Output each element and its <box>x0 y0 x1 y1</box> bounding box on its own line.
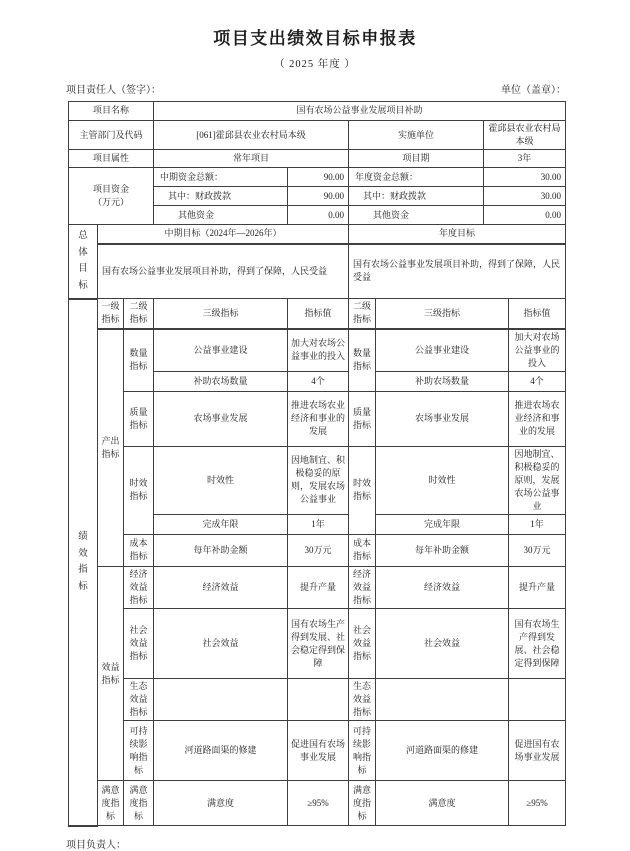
indicator-row <box>69 446 566 514</box>
l2-satisfaction-right: 满意度指标 <box>349 781 376 826</box>
value-cell: 4个 <box>288 371 349 391</box>
l3-cell: 公益事业建设 <box>154 329 288 372</box>
value-cell: ≥95% <box>288 781 349 826</box>
header-l2: 二级指标 <box>124 299 154 329</box>
impl-unit-label: 实施单位 <box>349 121 484 150</box>
l2-sustainability-right: 可持续影响指标 <box>349 721 376 781</box>
l3-cell: 农场事业发展 <box>154 391 288 446</box>
l3-cell-right <box>376 679 509 721</box>
department-label: 主管部门及代码 <box>69 121 154 150</box>
l3-cell: 时效性 <box>154 446 288 514</box>
attribute-value: 常年项目 <box>154 150 349 168</box>
impl-unit-value: 霍邱县农业农村局本级 <box>484 121 566 150</box>
project-name-label: 项目名称 <box>69 102 154 121</box>
declaration-table <box>68 101 566 827</box>
l3-cell <box>154 679 288 721</box>
l2-satisfaction: 满意度指标 <box>124 781 154 826</box>
indicator-row <box>69 566 566 608</box>
value-cell-right: 促进国有农场事业发展 <box>509 721 566 781</box>
indicator-row <box>69 329 566 372</box>
year-goal-content: 国有农场公益事业发展项目补助，得到了保障，人民受益 <box>349 244 566 299</box>
value-cell-right: ≥95% <box>509 781 566 826</box>
value-cell-right: 4个 <box>509 371 566 391</box>
value-cell: 促进国有农场事业发展 <box>288 721 349 781</box>
value-cell: 因地制宜、积极稳妥的原则，发展农场公益事业 <box>288 446 349 514</box>
value-cell-right: 30万元 <box>509 534 566 566</box>
overall-goal-header-row <box>69 225 566 244</box>
header-value: 指标值 <box>288 299 349 329</box>
l3-cell: 完成年限 <box>154 514 288 534</box>
l2-social-right: 社会效益指标 <box>349 609 376 679</box>
l3-cell: 每年补助金额 <box>154 534 288 566</box>
period-label: 项目期 <box>349 150 484 168</box>
l2-social: 社会效益指标 <box>124 609 154 679</box>
year-other-label: 其他资金 <box>349 206 484 225</box>
l2-cost-right: 成本指标 <box>349 534 376 566</box>
signature-row <box>66 81 566 96</box>
l2-quality-right: 质量指标 <box>349 391 376 446</box>
l2-economic-right: 经济效益指标 <box>349 566 376 608</box>
year-fiscal-label: 其中：财政拨款 <box>349 187 484 206</box>
value-cell: 加大对农场公益事业的投入 <box>288 329 349 372</box>
attribute-row <box>69 150 566 168</box>
l2-timeliness: 时效指标 <box>124 446 154 534</box>
l3-cell-right: 社会效益 <box>376 609 509 679</box>
mid-fiscal-label: 其中：财政拨款 <box>154 187 288 206</box>
value-cell-right: 加大对农场公益事业的投入 <box>509 329 566 372</box>
l3-cell: 满意度 <box>154 781 288 826</box>
mid-other-label: 其他资金 <box>154 206 288 225</box>
l3-cell-right: 公益事业建设 <box>376 329 509 372</box>
indicator-row <box>69 609 566 679</box>
funds-label-line1: 项目资金 <box>92 184 129 195</box>
responsible-person-label: 项目责任人（签字）： <box>66 85 161 96</box>
page-title: 项目支出绩效目标申报表 <box>213 29 417 48</box>
level1-output: 产出指标 <box>98 329 124 567</box>
indicator-header-row <box>69 299 566 329</box>
year-total-value: 30.00 <box>484 168 566 187</box>
l3-cell-right: 经济效益 <box>376 566 509 608</box>
indicator-row <box>69 534 566 566</box>
year-fiscal-value: 30.00 <box>484 187 566 206</box>
project-manager-label: 项目负责人： <box>66 839 126 851</box>
performance-label-text: 绩效指标 <box>78 531 88 592</box>
l2-quantity-right: 数量指标 <box>349 329 376 392</box>
value-cell: 国有农场生产得到发展、社会稳定得到保障 <box>288 609 349 679</box>
l2-timeliness-right: 时效指标 <box>349 446 376 534</box>
value-cell: 提升产量 <box>288 566 349 608</box>
form-content <box>68 101 565 827</box>
l3-cell-right: 补助农场数量 <box>376 371 509 391</box>
l2-ecological-right: 生态效益指标 <box>349 679 376 721</box>
mid-goal-header: 中期目标（2024年—2026年） <box>98 225 349 244</box>
mid-total-value: 90.00 <box>288 168 349 187</box>
value-cell-right: 1年 <box>509 514 566 534</box>
level1-benefit: 效益指标 <box>98 566 124 780</box>
period-value: 3年 <box>484 150 566 168</box>
l3-cell: 社会效益 <box>154 609 288 679</box>
l2-sustainability: 可持续影响指标 <box>124 721 154 781</box>
indicator-row <box>69 679 566 721</box>
indicator-row <box>69 781 566 826</box>
year-total-label: 年度资金总额： <box>349 168 484 187</box>
department-value: [061]霍邱县农业农村局本级 <box>154 121 349 150</box>
indicator-row <box>69 391 566 446</box>
year-other-value: 0.00 <box>484 206 566 225</box>
l3-cell-right: 农场事业发展 <box>376 391 509 446</box>
l2-ecological: 生态效益指标 <box>124 679 154 721</box>
l3-cell-right: 满意度 <box>376 781 509 826</box>
value-cell: 推进农场农业经济和事业的发展 <box>288 391 349 446</box>
l3-cell-right: 河道路面渠的修建 <box>376 721 509 781</box>
l3-cell: 河道路面渠的修建 <box>154 721 288 781</box>
attribute-label: 项目属性 <box>69 150 154 168</box>
header-l2-right: 二级指标 <box>349 299 376 329</box>
year-subtitle: （ 2025 年度 ） <box>274 59 356 70</box>
funds-row-total <box>69 168 566 187</box>
mid-fiscal-value: 90.00 <box>288 187 349 206</box>
l3-cell: 补助农场数量 <box>154 371 288 391</box>
level1-satisfaction: 满意度指标 <box>98 781 124 826</box>
value-cell: 30万元 <box>288 534 349 566</box>
mid-total-label: 中期资金总额： <box>154 168 288 187</box>
l2-cost: 成本指标 <box>124 534 154 566</box>
value-cell-right: 提升产量 <box>509 566 566 608</box>
l3-cell-right: 时效性 <box>376 446 509 514</box>
header-value-right: 指标值 <box>509 299 566 329</box>
header-l3: 三级指标 <box>154 299 288 329</box>
value-cell-right: 国有农场生产得到发展、社会稳定得到保障 <box>509 609 566 679</box>
performance-label <box>69 299 98 826</box>
project-name-row <box>69 102 566 121</box>
year-goal-header: 年度目标 <box>349 225 566 244</box>
overall-goal-content-row <box>69 244 566 299</box>
unit-seal-label: 单位（盖章）： <box>501 85 566 96</box>
value-cell-right <box>509 679 566 721</box>
overall-goal-label-text: 总体目标 <box>78 231 88 291</box>
value-cell-right: 推进农场农业经济和事业的发展 <box>509 391 566 446</box>
indicator-row <box>69 721 566 781</box>
value-cell <box>288 679 349 721</box>
mid-goal-content: 国有农场公益事业发展项目补助，得到了保障，人民受益 <box>98 244 349 299</box>
mid-other-value: 0.00 <box>288 206 349 225</box>
l2-economic: 经济效益指标 <box>124 566 154 608</box>
l3-cell-right: 每年补助金额 <box>376 534 509 566</box>
value-cell-right: 因地制宜、积极稳妥的原则，发展农场公益事业 <box>509 446 566 514</box>
l3-cell: 经济效益 <box>154 566 288 608</box>
project-name-value: 国有农场公益事业发展项目补助 <box>154 102 566 121</box>
funds-label <box>69 168 154 225</box>
overall-goal-label <box>69 225 98 299</box>
header-l1: 一级指标 <box>98 299 124 329</box>
department-row <box>69 121 566 150</box>
value-cell: 1年 <box>288 514 349 534</box>
l3-cell-right: 完成年限 <box>376 514 509 534</box>
header-l3-right: 三级指标 <box>376 299 509 329</box>
funds-label-line2: （万元） <box>92 197 129 208</box>
l2-quality: 质量指标 <box>124 391 154 446</box>
l2-quantity: 数量指标 <box>124 329 154 392</box>
